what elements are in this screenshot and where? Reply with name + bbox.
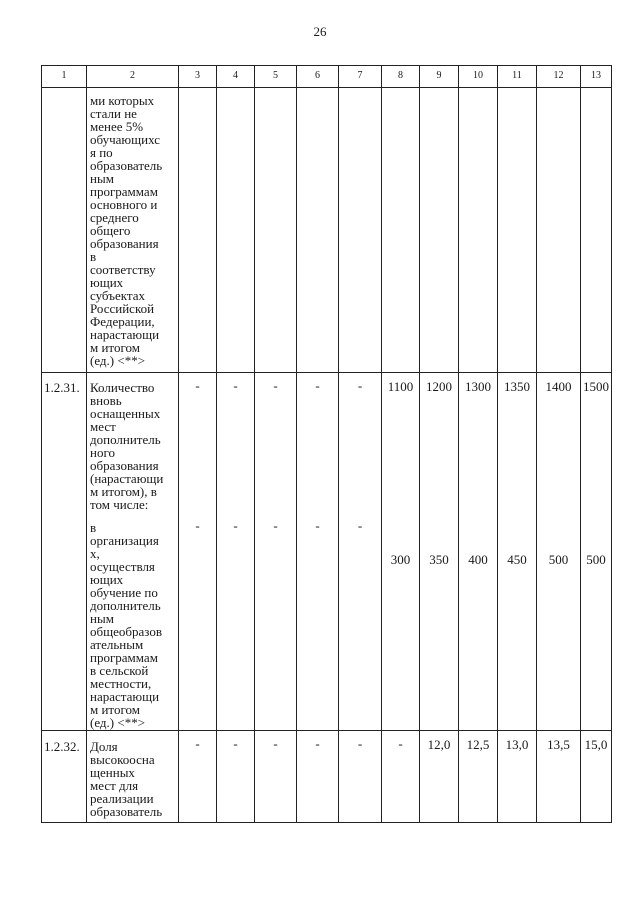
row-1-2-32-id: 1.2.32.	[44, 739, 80, 754]
row-1-2-31-col12: 1400	[545, 379, 572, 394]
row-1-2-32-col12: 13,5	[547, 737, 570, 752]
row-rural-col10: 400	[468, 552, 488, 567]
row-1-2-32-col7: -	[357, 736, 363, 751]
row-1-2-32-col8: -	[398, 736, 403, 751]
header-col-8: 8	[398, 70, 403, 81]
row-1-2-31-description: Количество вновь оснащенных мест дополнитель ного образования (нарастающи м итогом), в том числе:	[90, 380, 164, 512]
row-1-2-31-col5: -	[273, 378, 278, 393]
row-1-2-31-col6: -	[315, 378, 320, 393]
row-1-2-31-col4: -	[233, 378, 238, 393]
row-1-2-32-col3: -	[195, 736, 200, 751]
row-1-2-32-col5: -	[273, 736, 278, 751]
row-1-2-31-col3: -	[195, 378, 200, 393]
row-rural-col7: -	[357, 518, 363, 533]
row-1-2-31-id: 1.2.31.	[44, 380, 80, 395]
row-rural-col5: -	[273, 518, 278, 533]
header-col-12: 12	[553, 70, 564, 81]
row-rural-col6: -	[315, 518, 320, 533]
row-rural-col13: 500	[586, 552, 606, 567]
row-1-2-32-description: Доля высокооснa щенных мест для реализации образователь	[90, 739, 163, 819]
row-1-2-32-col4: -	[233, 736, 238, 751]
header-col-3: 3	[195, 70, 200, 81]
row-1-2-32-col10: 12,5	[466, 737, 490, 752]
header-col-1: 1	[61, 70, 67, 81]
header-col-9: 9	[436, 70, 442, 81]
continuation-description: ми которых стали не менее 5% обучающихс я по образователь ным программам основного и среднего общего образования в соответству ющих субъектах Российской Федерации, нарастающи м итогом (ед.) <**>	[90, 93, 163, 368]
row-rural-description: в организация х, осуществля ющих обучение по дополнитель ным общеобразов ательным программам в сельской местности, нарастающи м итогом (ед.) <**>	[90, 520, 162, 730]
row-rural-col8: 300	[390, 552, 411, 567]
row-rural-col9: 350	[429, 552, 449, 567]
row-1-2-31-col8: 1100	[387, 379, 414, 394]
row-1-2-32-col11: 13,0	[505, 737, 529, 752]
header-col-6: 6	[315, 70, 320, 81]
row-rural-col11: 450	[507, 552, 527, 567]
row-1-2-31-col11: 1350	[504, 379, 530, 394]
row-1-2-32-col9: 12,0	[427, 737, 451, 752]
header-col-10: 10	[473, 70, 483, 81]
row-1-2-31-col13: 1500	[583, 379, 609, 394]
page-number: 26	[313, 24, 327, 39]
header-col-11: 11	[512, 70, 522, 81]
row-1-2-31-col9: 1200	[426, 379, 452, 394]
row-1-2-32-col13: 15,0	[584, 737, 608, 752]
row-1-2-31-col7: -	[357, 378, 363, 393]
header-col-7: 7	[357, 70, 363, 81]
header-col-2: 2	[130, 70, 135, 81]
row-1-2-32-col6: -	[315, 736, 320, 751]
row-1-2-31-col10: 1300	[465, 379, 491, 394]
header-col-5: 5	[273, 70, 278, 81]
header-col-4: 4	[233, 70, 238, 81]
row-rural-col4: -	[233, 518, 238, 533]
header-col-13: 13	[591, 70, 601, 81]
row-rural-col12: 500	[548, 552, 569, 567]
row-rural-col3: -	[195, 518, 200, 533]
